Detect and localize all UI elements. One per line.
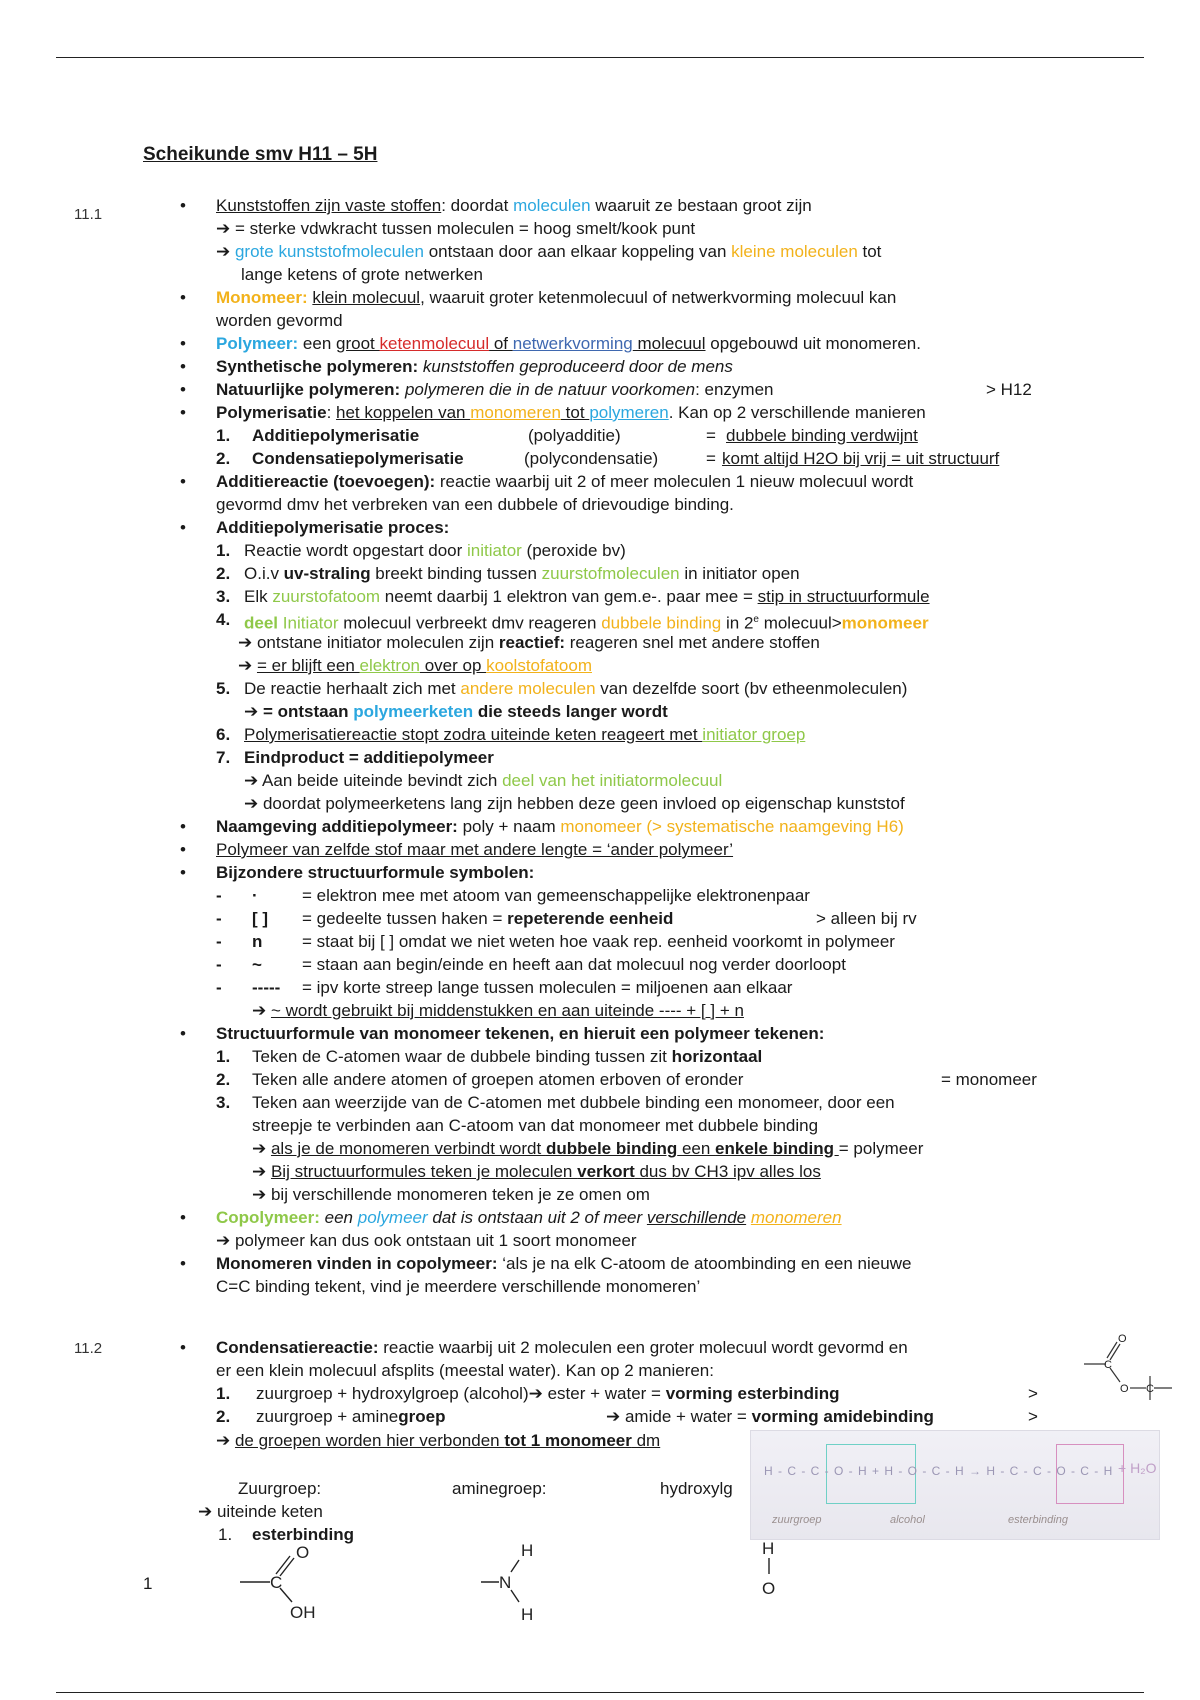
- page-title: Scheikunde smv H11 – 5H: [143, 144, 378, 165]
- ester-c2: C: [1146, 1383, 1154, 1395]
- hydroxyl-h: H: [762, 1539, 775, 1558]
- footer-rule: [56, 1692, 1144, 1693]
- ester-o-top: O: [1118, 1333, 1127, 1345]
- acid-c: C: [270, 1573, 283, 1592]
- photo-equation: H - C - C - O - H + H - O - C - H → H - C - C - O - C - H: [764, 1464, 1114, 1478]
- amine-h-top: H: [521, 1541, 534, 1560]
- hydroxyl-group-diagram: [750, 1534, 800, 1614]
- amine-h-bottom: H: [521, 1605, 534, 1624]
- ester-c: C: [1104, 1359, 1112, 1371]
- photo-water: + H₂O: [1118, 1460, 1157, 1476]
- photo-label-zuurgroep: zuurgroep: [772, 1514, 822, 1526]
- photo-label-alcohol: alcohol: [890, 1514, 925, 1526]
- acid-o: O: [296, 1543, 310, 1562]
- amine-group-diagram: [475, 1536, 555, 1626]
- section-label-11-1: 11.1: [74, 206, 103, 223]
- photo-label-esterbinding: esterbinding: [1008, 1514, 1068, 1526]
- ester-reaction-photo: [750, 1430, 1160, 1540]
- hydroxyl-o: O: [762, 1579, 776, 1598]
- acid-oh: OH: [290, 1603, 316, 1620]
- ester-structure-diagram: [1080, 1332, 1180, 1412]
- ester-o-bottom: O: [1120, 1383, 1129, 1395]
- header-rule: [56, 57, 1144, 58]
- acid-group-diagram: [230, 1540, 340, 1620]
- page-number: 1: [143, 1574, 153, 1593]
- section-label-11-2: 11.2: [74, 1340, 103, 1357]
- amine-n: N: [499, 1573, 512, 1592]
